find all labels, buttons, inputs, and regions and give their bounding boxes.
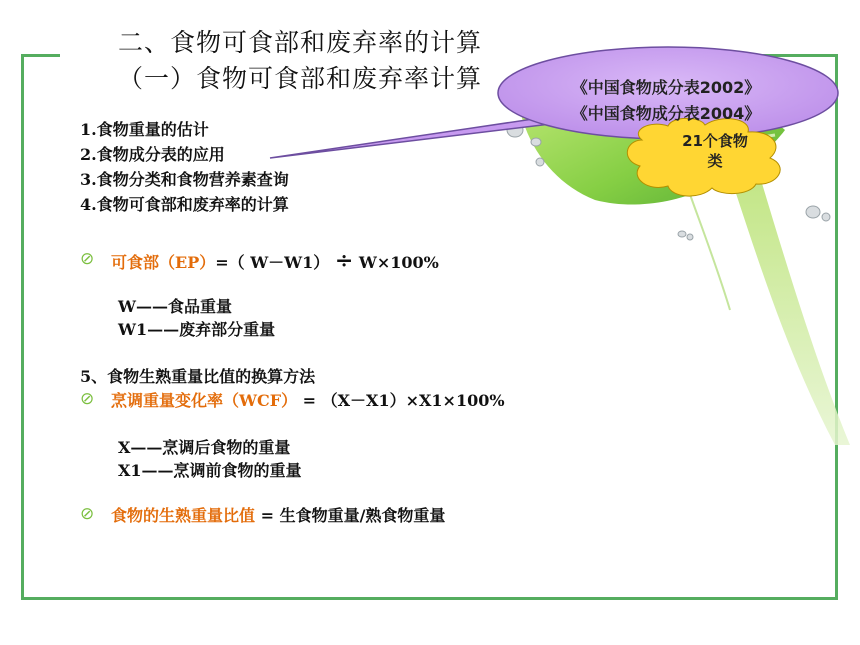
bullet-leaf-icon: ⊘	[80, 249, 95, 269]
ratio-label: 食物的生熟重量比值	[111, 506, 256, 525]
ep-formula	[111, 248, 439, 274]
badge-line-1: 21个食物	[682, 132, 748, 150]
ratio-formula	[111, 503, 445, 526]
callout-line-2: 《中国食物成分表2004》	[571, 104, 761, 123]
wcf-formula	[111, 388, 505, 411]
list-item: 2.食物成分表的应用	[80, 145, 225, 164]
x-definition: X——烹调后食物的重量	[118, 438, 291, 457]
page-subtitle: （一）食物可食部和废弃率计算	[117, 64, 482, 93]
ep-formula-left: =（ W－W1）	[215, 253, 330, 272]
bullet-leaf-icon: ⊘	[80, 504, 95, 524]
divide-sign: ÷	[334, 248, 354, 274]
ep-label: 可食部（EP）	[111, 253, 216, 272]
list-item: 3.食物分类和食物营养素查询	[80, 170, 289, 189]
ratio-formula-text: = 生食物重量/熟食物重量	[260, 506, 446, 525]
w-definition: W——食品重量	[118, 297, 232, 316]
callout-line-1: 《中国食物成分表2002》	[571, 78, 761, 97]
badge-line-2: 类	[707, 152, 723, 170]
wcf-label: 烹调重量变化率（WCF）	[111, 391, 298, 410]
list-item: 1.食物重量的估计	[80, 120, 209, 139]
section-5-heading: 5、食物生熟重量比值的换算方法	[80, 367, 316, 386]
ep-formula-right: W×100%	[353, 253, 439, 272]
badge-label	[645, 131, 785, 171]
page-title: 二、食物可食部和废弃率的计算	[117, 28, 482, 57]
bullet-leaf-icon: ⊘	[80, 389, 95, 409]
list-item: 4.食物可食部和废弃率的计算	[80, 195, 289, 214]
x1-definition: X1——烹调前食物的重量	[118, 461, 302, 480]
wcf-formula-text: = （X－X1）×X1×100%	[302, 391, 505, 410]
w1-definition: W1——废弃部分重量	[118, 320, 276, 339]
